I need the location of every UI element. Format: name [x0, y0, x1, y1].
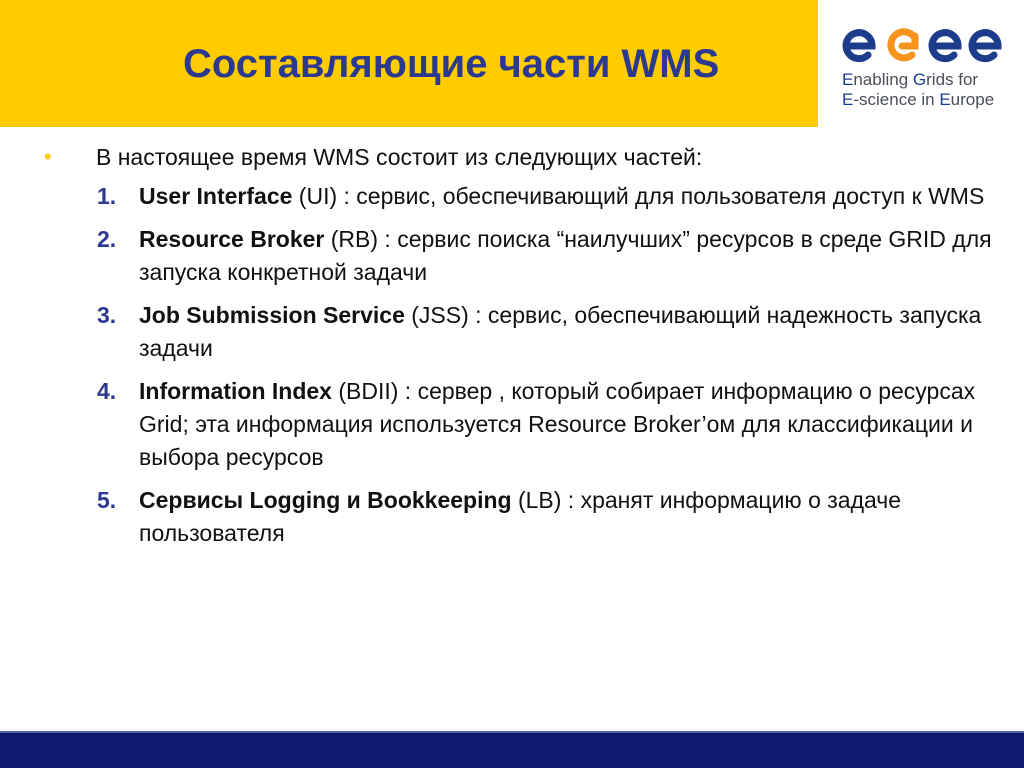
logo-tagline — [842, 70, 994, 110]
list-item-number: 5. — [97, 487, 117, 513]
numbered-list — [0, 180, 1024, 560]
list-item-number: 2. — [97, 226, 117, 252]
slide-title: Составляющие части WMS — [183, 42, 720, 86]
bullet-dot-icon: • — [44, 144, 52, 169]
list-item-number: 4. — [97, 378, 117, 404]
intro-text: В настоящее время WMS состоит из следующих частей: — [96, 144, 703, 170]
list-item-text — [139, 375, 999, 474]
list-item-term: Сервисы Logging и Bookkeeping — [139, 487, 512, 513]
logo-tagline-line-1: Enabling Grids for — [842, 70, 979, 89]
list-item — [0, 180, 1024, 213]
list-item-term: Resource Broker — [139, 226, 325, 252]
egee-logo — [836, 14, 1016, 124]
egee-logo-mark — [840, 22, 1010, 66]
list-item-term: User Interface — [139, 183, 293, 209]
list-item-description: (BDII) : сервер , который собирает информацию о ресурсах Grid; эта информация используется Resource Broker’ом для классификации и выбора ресурсов — [139, 378, 976, 470]
list-item-text — [139, 223, 999, 289]
list-item — [0, 223, 1024, 289]
footer-band — [0, 731, 1024, 768]
list-item — [0, 484, 1024, 550]
list-item-term: Information Index — [139, 378, 332, 404]
list-item-description: (LB) : хранят информацию о задаче пользователя — [139, 487, 902, 546]
list-item-text — [139, 180, 999, 213]
list-item — [0, 375, 1024, 474]
list-item-text — [139, 484, 999, 550]
list-item-description: (UI) : сервис, обеспечивающий для пользователя доступ к WMS — [292, 183, 985, 209]
list-item-term: Job Submission Service — [139, 302, 405, 328]
list-item — [0, 299, 1024, 365]
logo-tagline-line-2: E-science in Europe — [842, 90, 995, 109]
list-item-number: 3. — [97, 302, 117, 328]
list-item-number: 1. — [97, 183, 117, 209]
list-item-text — [139, 299, 999, 365]
list-item-description: (RB) : сервис поиска “наилучших” ресурсов в среде GRID для запуска конкретной задачи — [139, 226, 992, 285]
list-item-description: (JSS) : сервис, обеспечивающий надежность запуска задачи — [139, 302, 982, 361]
intro-bullet — [0, 144, 1024, 176]
